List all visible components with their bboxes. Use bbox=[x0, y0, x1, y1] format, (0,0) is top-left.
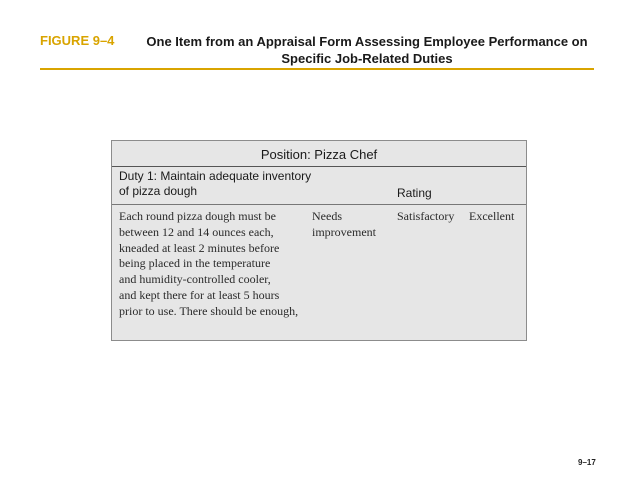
header-divider bbox=[40, 68, 594, 70]
form-divider-top bbox=[112, 166, 526, 167]
duty-description-line: and kept there for at least 5 hours bbox=[119, 287, 280, 302]
form-divider-middle bbox=[112, 204, 526, 205]
duty-description-line: prior to use. There should be enough, bbox=[119, 303, 299, 318]
figure-label: FIGURE 9–4 bbox=[40, 33, 115, 48]
rating-option-excellent: Excellent bbox=[469, 209, 515, 223]
rating-option-satisfactory: Satisfactory bbox=[397, 209, 455, 223]
duty-description bbox=[119, 209, 311, 320]
slide-header bbox=[40, 33, 596, 69]
rating-option-needs-improvement: Needs improvement bbox=[312, 209, 376, 239]
duty-description-line: between 12 and 14 ounces each, bbox=[119, 224, 274, 239]
duty-title: Duty 1: Maintain adequate inventory of pizza dough bbox=[119, 169, 312, 198]
duty-description-line: being placed in the temperature bbox=[119, 256, 271, 271]
duty-description-line: kneaded at least 2 minutes before bbox=[119, 240, 280, 255]
figure-title: One Item from an Appraisal Form Assessing Employee Performance on Specific Job-Related Duties bbox=[146, 34, 588, 66]
duty-description-line: and humidity-controlled cooler, bbox=[119, 272, 271, 287]
appraisal-form-item bbox=[111, 140, 527, 341]
page-number: 9–17 bbox=[578, 458, 596, 467]
rating-header: Rating bbox=[397, 186, 432, 200]
duty-description-line: Each round pizza dough must be bbox=[119, 209, 276, 223]
position-title: Position: Pizza Chef bbox=[260, 147, 378, 162]
